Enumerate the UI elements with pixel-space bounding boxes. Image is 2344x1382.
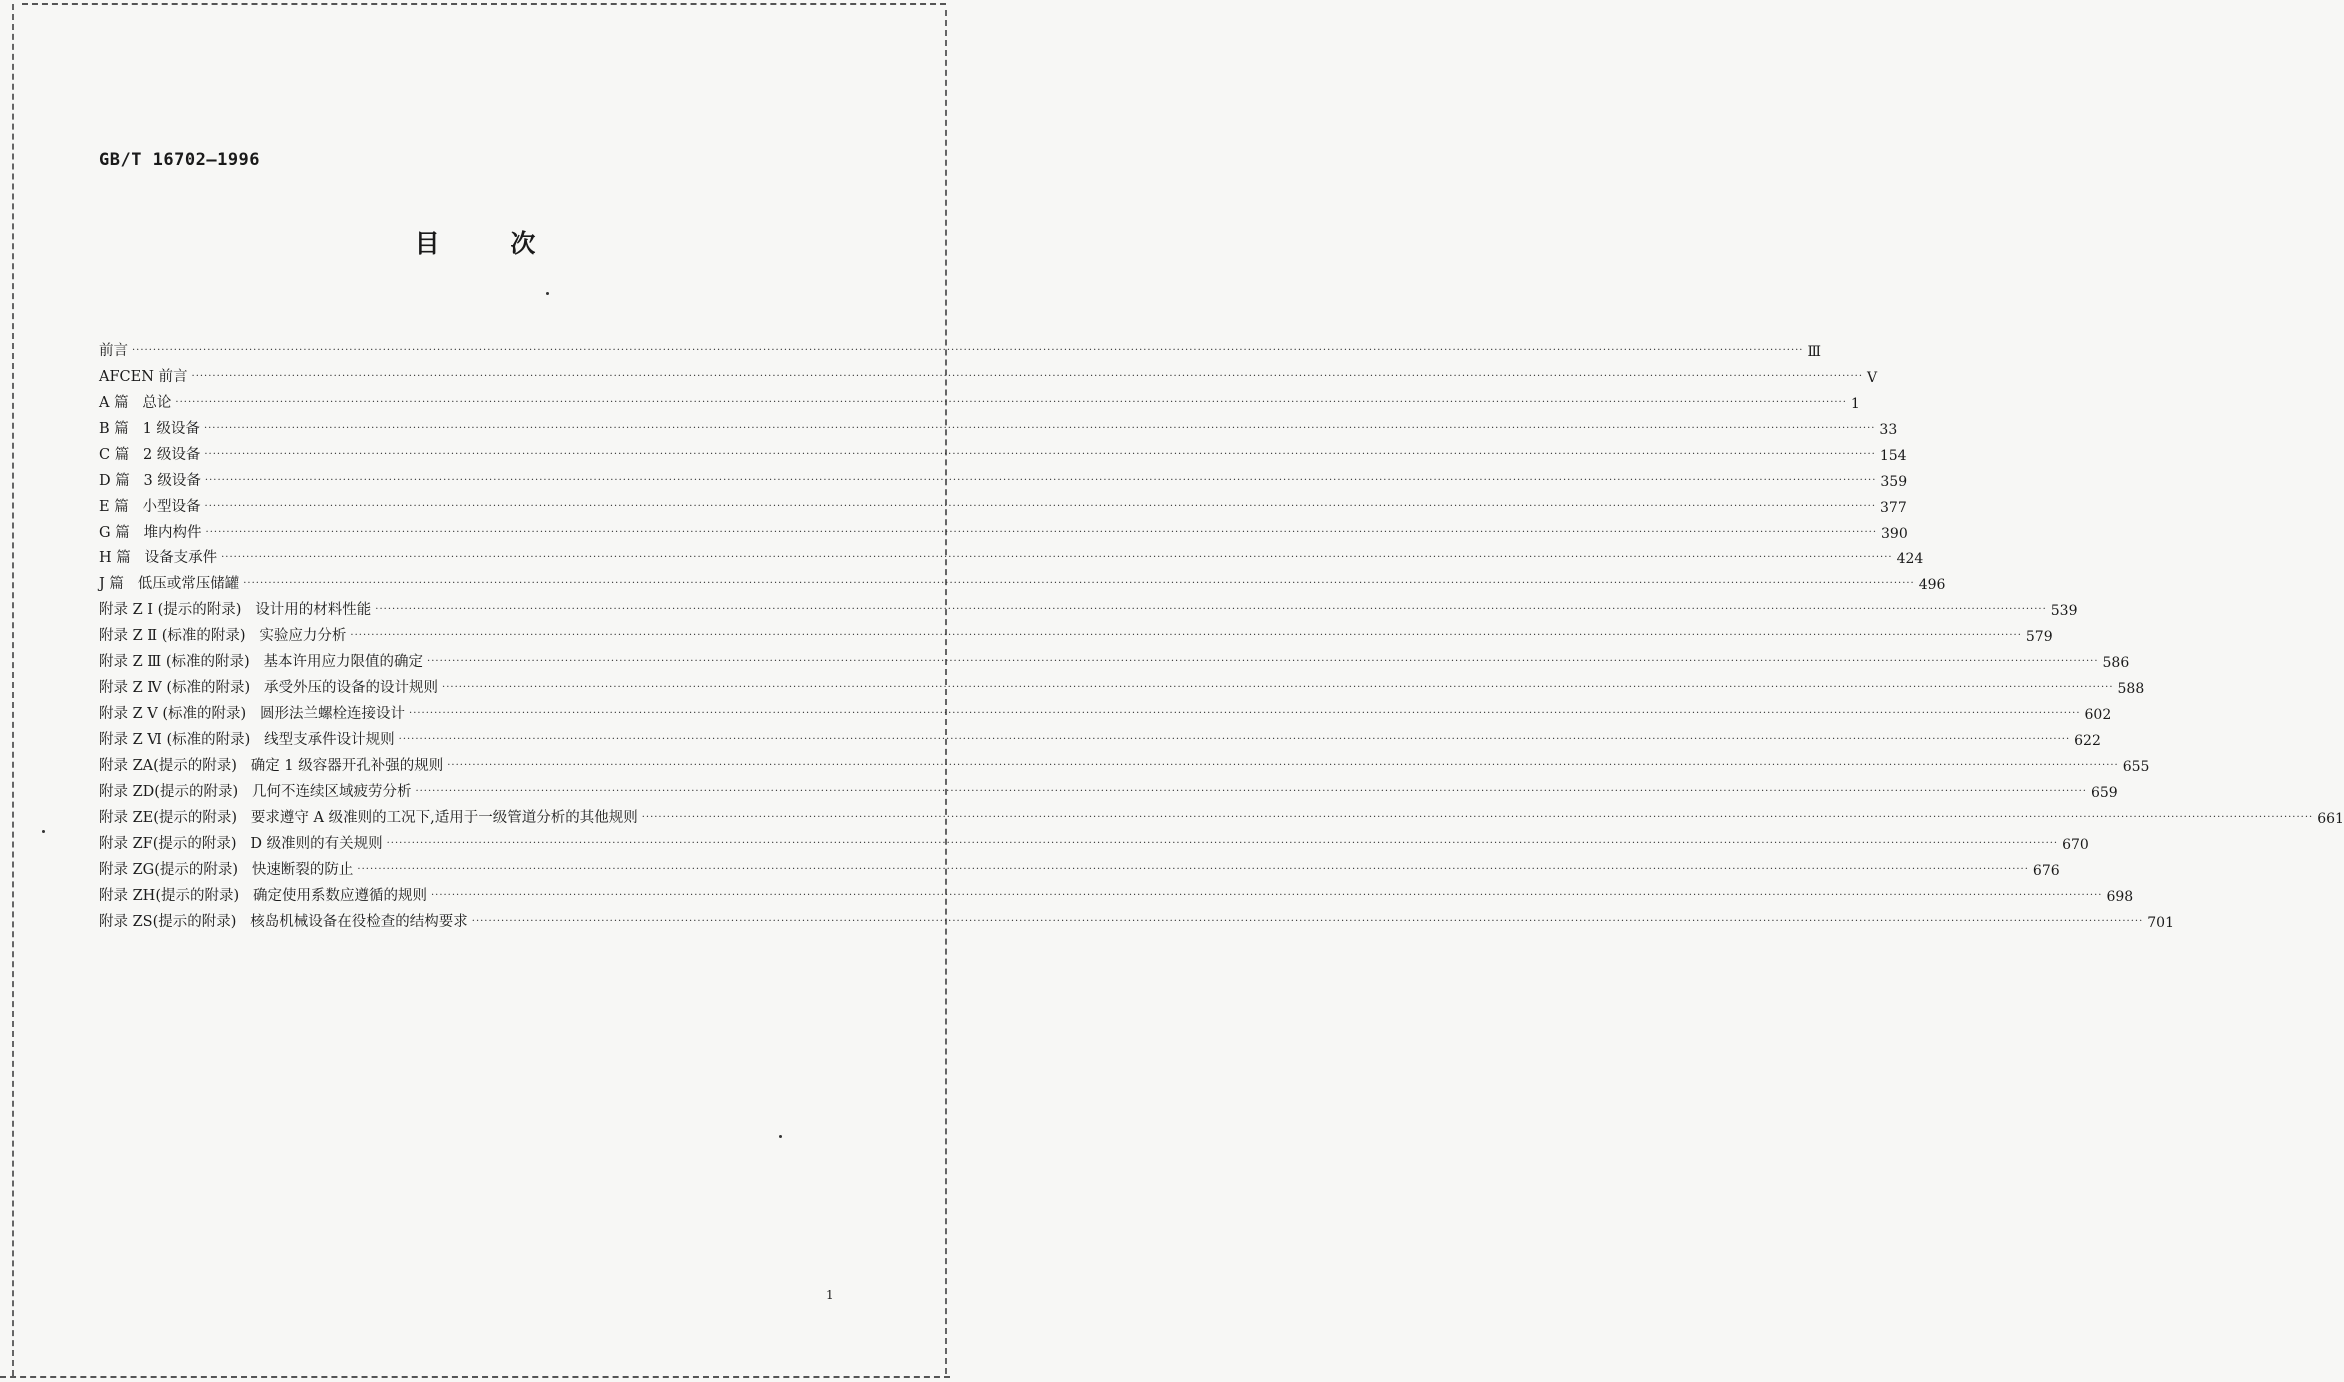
toc-entry-page: 1 [1850,395,1860,412]
toc-leader-dots: ················································································································································································································································································································································································································ [641,811,2314,823]
toc-entry[interactable] [99,490,1907,516]
toc-entry-label: 附录 Z Ⅲ (标准的附录) 基本许用应力限值的确定 [99,654,424,671]
scan-speck [546,292,549,295]
toc-leader-dots: ················································································································································································································································································································································································································ [243,578,1915,590]
toc-entry-label: A 篇 总论 [99,394,172,411]
toc-leader-dots: ················································································································································································································································································································································································································ [430,889,2103,901]
toc-entry-page: V [1867,369,1878,386]
standard-code: GB/T 16702—1996 [99,150,261,170]
toc-entry[interactable] [99,334,1821,360]
toc-entry[interactable] [99,775,2118,801]
toc-leader-dots: ················································································································································································································································································································································································································ [471,915,2144,927]
toc-entry-label: 附录 Z Ⅰ (提示的附录) 设计用的材料性能 [99,602,372,619]
toc-leader-dots: ················································································································································································································································································································································································································ [447,759,2119,771]
toc-entry[interactable] [99,542,1924,568]
toc-entry-page: 676 [2032,862,2060,879]
toc-entry-label: 附录 ZD(提示的附录) 几何不连续区域疲劳分析 [99,783,412,800]
table-of-contents [99,334,2344,931]
toc-leader-dots: ················································································································································································································································································································································································································ [175,396,1847,408]
toc-entry[interactable] [99,412,1898,438]
toc-entry-page: 655 [2122,758,2150,775]
toc-entry-page: Ⅲ [1807,343,1821,360]
toc-leader-dots: ················································································································································································································································································································································································································ [427,656,2099,668]
toc-leader-dots: ················································································································································································································································································································································································································ [398,734,2071,745]
toc-entry[interactable] [99,567,1946,594]
toc-leader-dots: ················································································································································································································································································································································································································ [357,863,2029,875]
toc-entry-page: 377 [1880,499,1907,516]
toc-entry-page: 586 [2102,655,2130,672]
toc-leader-dots: ················································································································································································································································································································································································································ [221,552,1893,564]
toc-entry[interactable] [99,827,2089,853]
toc-entry[interactable] [99,671,2145,698]
page-title: 目 次 [414,229,536,258]
toc-leader-dots: ················································································································································································································································································································································································································ [132,344,1804,356]
scan-speck [779,1135,782,1138]
toc-entry[interactable] [99,801,2344,827]
toc-entry-page: 588 [2117,681,2145,698]
toc-entry-label: H 篇 设备支承件 [99,550,218,567]
scan-border-bottom [0,1376,950,1378]
toc-entry-label: 附录 ZF(提示的附录) D 级准则的有关规则 [99,835,383,852]
toc-entry-page: 602 [2084,707,2112,724]
toc-leader-dots: ················································································································································································································································································································································································································ [442,682,2114,694]
toc-leader-dots: ················································································································································································································································································································································································································ [204,500,1877,512]
toc-entry[interactable] [99,879,2134,905]
toc-entry-label: B 篇 1 级设备 [99,420,200,437]
toc-entry-page: 670 [2062,836,2089,853]
toc-entry[interactable] [99,593,2078,620]
toc-entry[interactable] [99,853,2060,879]
toc-entry[interactable] [99,749,2150,775]
toc-entry-label: 附录 ZG(提示的附录) 快速断裂的防止 [99,861,354,878]
toc-entry[interactable] [99,438,1907,464]
toc-entry[interactable] [99,619,2053,646]
toc-entry-label: 附录 ZE(提示的附录) 要求遵守 A 级准则的工况下,适用于一级管道分析的其他规则 [99,809,638,826]
toc-entry[interactable] [99,905,2174,931]
toc-entry-label: 附录 Z Ⅱ (标准的附录) 实验应力分析 [99,628,347,645]
toc-entry[interactable] [99,464,1908,490]
toc-leader-dots: ················································································································································································································································································································································································································ [191,370,1863,382]
toc-leader-dots: ················································································································································································································································································································································································································ [415,785,2087,797]
toc-entry-label: C 篇 2 级设备 [99,446,201,463]
toc-entry-label: 附录 ZA(提示的附录) 确定 1 级容器开孔补强的规则 [99,757,444,774]
toc-entry-label: E 篇 小型设备 [99,498,201,515]
scan-border-top [22,3,946,5]
toc-leader-dots: ················································································································································································································································································································································································································ [204,474,1877,486]
toc-entry-page: 659 [2090,784,2118,801]
toc-entry-page: 698 [2106,888,2134,905]
toc-entry-page: 622 [2074,733,2101,749]
toc-entry-page: 359 [1880,473,1908,490]
toc-entry-page: 496 [1918,577,1946,594]
toc-entry[interactable] [99,516,1908,542]
toc-leader-dots: ················································································································································································································································································································································································································ [386,837,2059,849]
toc-entry-page: 661 [2317,810,2344,827]
toc-entry-label: AFCEN 前言 [99,368,188,385]
toc-entry-label: G 篇 堆内构件 [99,524,202,541]
scan-border-left [12,4,14,1376]
toc-entry-page: 390 [1881,525,1908,542]
toc-leader-dots: ················································································································································································································································································································································································································ [203,422,1876,434]
scan-speck [42,830,45,833]
toc-entry-label: 附录 ZH(提示的附录) 确定使用系数应遵循的规则 [99,887,427,904]
toc-leader-dots: ················································································································································································································································································································································································································ [205,526,1878,538]
toc-entry-label: 附录 Z Ⅴ (标准的附录) 圆形法兰螺栓连接设计 [99,706,406,723]
toc-leader-dots: ················································································································································································································································································································································································································ [350,630,2022,642]
page-number: 1 [826,1288,834,1302]
toc-entry-label: 附录 Z Ⅵ (标准的附录) 线型支承件设计规则 [99,732,395,748]
toc-entry-page: 33 [1879,421,1898,438]
toc-entry-label: J 篇 低压或常压储罐 [99,576,240,593]
toc-entry-page: 539 [2050,603,2078,620]
toc-leader-dots: ················································································································································································································································································································································································································ [204,448,1876,460]
toc-entry[interactable] [99,386,1860,412]
toc-entry-label: 附录 ZS(提示的附录) 核岛机械设备在役检查的结构要求 [99,913,468,930]
toc-entry-page: 579 [2025,629,2053,646]
toc-entry-label: 前言 [99,342,128,359]
toc-entry-page: 154 [1879,447,1907,464]
toc-entry-page: 701 [2147,914,2174,931]
toc-entry-label: 附录 Z Ⅳ (标准的附录) 承受外压的设备的设计规则 [99,680,439,697]
toc-entry[interactable] [99,723,2101,749]
toc-entry-page: 424 [1896,551,1924,568]
toc-entry[interactable] [99,360,1878,386]
toc-leader-dots: ················································································································································································································································································································································································································ [409,708,2081,720]
toc-entry[interactable] [99,645,2130,672]
toc-leader-dots: ················································································································································································································································································································································································································ [375,604,2047,616]
toc-entry[interactable] [99,697,2112,724]
toc-entry-label: D 篇 3 级设备 [99,472,201,489]
